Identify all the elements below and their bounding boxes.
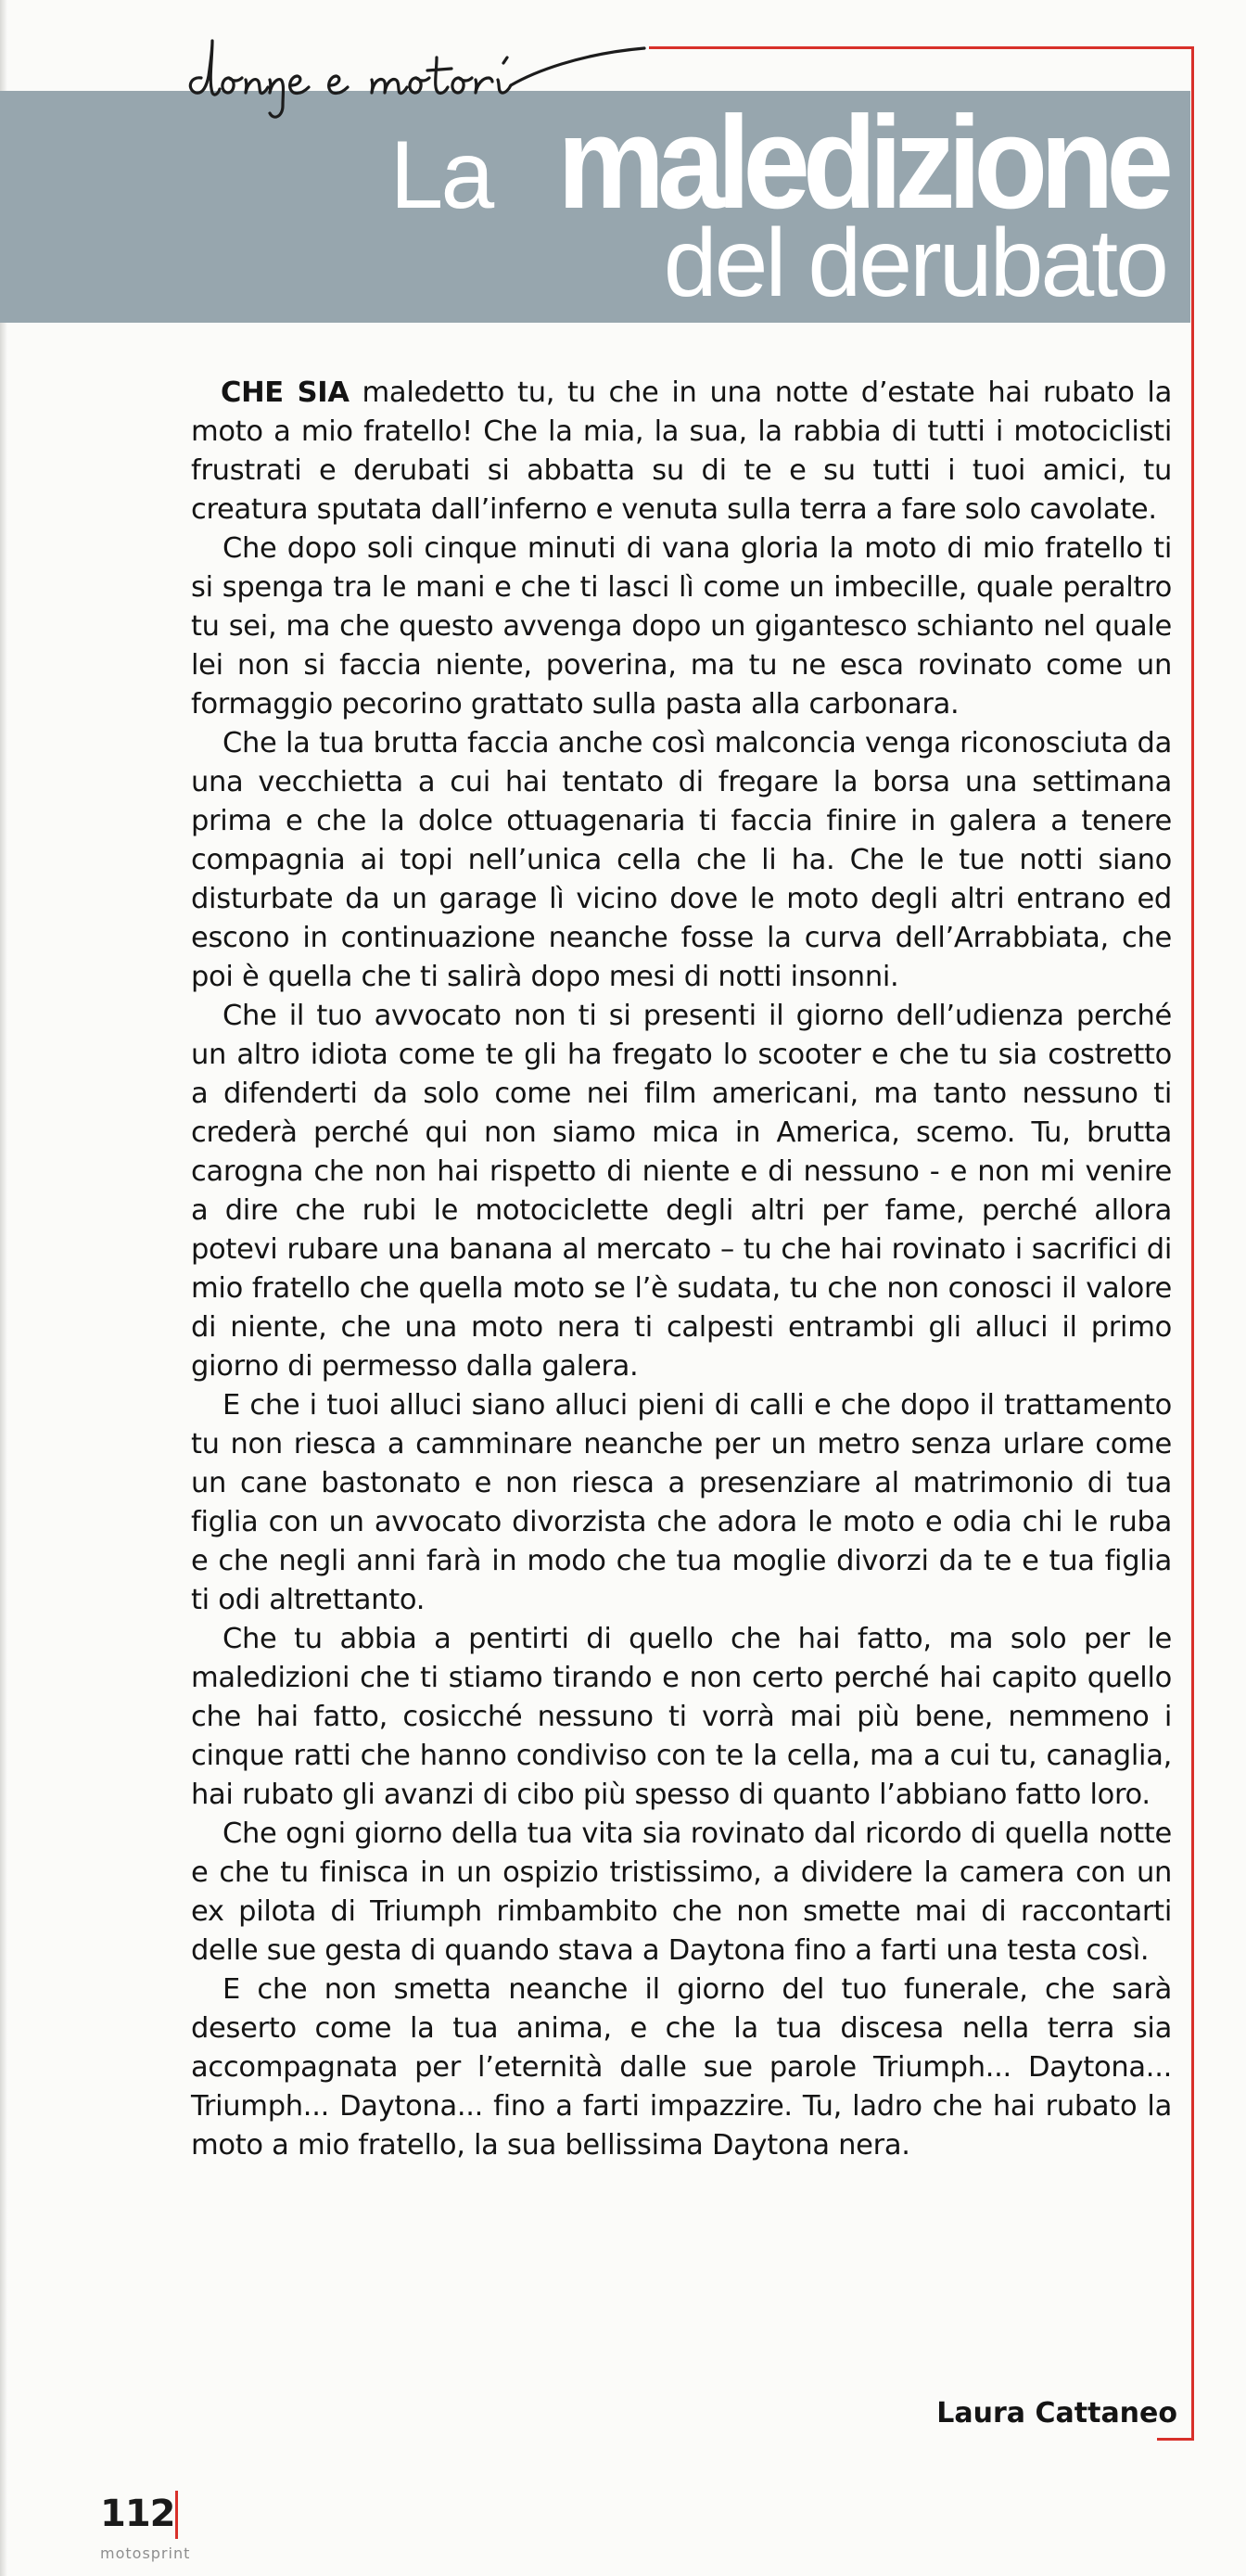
page-number-bar	[175, 2491, 178, 2539]
headline-word-maledizione: maledizione	[557, 89, 1166, 236]
magazine-name: motosprint	[100, 2544, 191, 2562]
red-frame-bottom	[1157, 2438, 1194, 2441]
article-headline	[0, 89, 1166, 317]
red-frame-top	[649, 46, 1194, 49]
article-paragraph: E che non smetta neanche il giorno del tuo funerale, che sarà deserto come la tua anima, e che la tua discesa nella terra sia accompagnata per l’eternità dalle sue parole Triumph... Daytona... Triumph... Daytona... fino a farti impazzire. Tu, ladro che hai rubato la moto a mio fratello, la sua bellissima Daytona nera.	[191, 1973, 1172, 2162]
author-signature: Laura Cattaneo	[936, 2397, 1177, 2429]
article-paragraph: Che il tuo avvocato non ti si presenti il giorno dell’udienza perché un altro idiota come te gli ha fregato lo scooter e che tu sia costretto a difenderti da solo come nei film americani, ma tanto nessuno ti crederà perché qui non siamo mica in America, scemo. Tu, brutta carogna che non hai rispetto di niente e di nessuno - e non mi venire a dire che rubi le motociclette degli altri per fame, perché allora potevi rubare una banana al mercato – tu che hai rovinato i sacrifici di mio fratello che quella moto se l’è sudata, tu che non conosci il valore di niente, che una moto nera ti calpesti entrambi gli alluci il primo giorno di permesso dalla galera.	[191, 1000, 1172, 1383]
article-paragraph: Che tu abbia a pentirti di quello che hai fatto, ma solo per le maledizioni che ti stiamo tirando e non certo perché hai capito quello che hai fatto, cosicché nessuno ti vorrà mai più bene, nemmeno i cinque ratti che hanno condiviso con te la cella, ma a cui tu, canaglia, hai rubato gli avanzi di cibo più spesso di quanto l’abbiano fatto loro.	[191, 1623, 1172, 1811]
paragraph-text: maledetto tu, tu che in una notte d’estate hai rubato la moto a mio fratello! Che la mia, la sua, la rabbia di tutti i motociclisti frustrati e derubati si abbatta su di te e su tutti i tuoi amici, tu creatura sputata dall’inferno e venuta sulla terra a fare solo cavolate.	[191, 376, 1172, 526]
headline-word-la: La	[389, 121, 492, 229]
red-frame-side	[1191, 46, 1194, 2441]
article-paragraph: Che dopo soli cinque minuti di vana gloria la moto di mio fratello ti si spenga tra le mani e che ti lasci lì come un imbecille, quale peraltro tu sei, ma che questo avvenga dopo un gigantesco schianto nel quale lei non si faccia niente, poverina, ma tu ne esca rovinato come un formaggio pecorino grattato sulla pasta alla carbonara.	[191, 532, 1172, 721]
scan-shadow-edge	[0, 0, 7, 2576]
article-paragraph: E che i tuoi alluci siano alluci pieni di calli e che dopo il trattamento tu non riesca a camminare neanche per un metro senza urlare come un cane bastonato e non riesca a presenziare al matrimonio di tua figlia con un avvocato divorzista che adora le moto e odia chi le ruba e che negli anni farà in modo che tua moglie divorzi da te e tua figlia ti odi altrettanto.	[191, 1389, 1172, 1616]
article-paragraph: Che ogni giorno della tua vita sia rovinato dal ricordo di quella notte e che tu finisca in un ospizio tristissimo, a dividere la camera con un ex pilota di Triumph rimbambito che non smette mai di raccontarti delle sue gesta di quando stava a Daytona fino a farti una testa così.	[191, 1817, 1172, 1967]
headline-line-2: del derubato	[663, 210, 1166, 317]
lead-words: CHE SIA	[221, 376, 350, 409]
headline-line-1	[0, 89, 1166, 236]
article-paragraph	[191, 374, 1172, 529]
article-paragraph: Che la tua brutta faccia anche così malconcia venga riconosciuta da una vecchietta a cui hai tentato di fregare la borsa una settimana prima e che la dolce ottuagenaria ti faccia finire in galera a tenere compagnia ai topi nell’unica cella che li ha. Che le tue notti siano disturbate da un garage lì vicino dove le moto degli altri entrano ed escono in continuazione neanche fosse la curva dell’Arrabbiata, che poi è quella che ti salirà dopo mesi di notti insonni.	[191, 727, 1172, 993]
article-body	[191, 374, 1172, 2165]
page-number: 112	[100, 2493, 175, 2535]
